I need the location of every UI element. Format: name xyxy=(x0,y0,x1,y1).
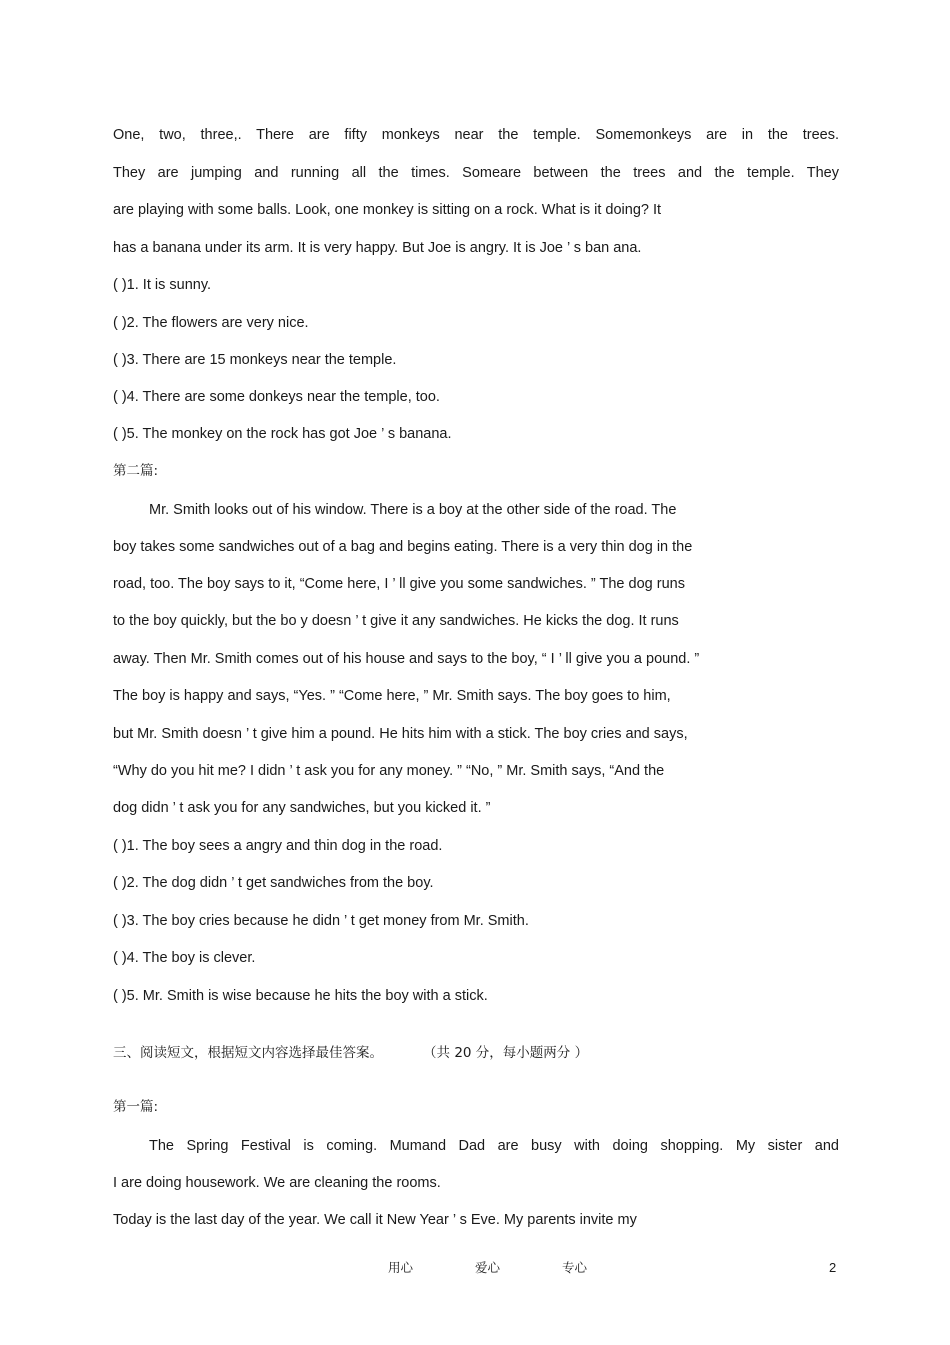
footer-word-1: 用心 xyxy=(388,1260,414,1275)
section3-heading: 三、阅读短文，根据短文内容选择最佳答案。 xyxy=(113,1045,383,1061)
passage2-question-2: ( )2. The dog didn ’ t get sandwiches from the boy. xyxy=(113,875,434,891)
passage1-question-1: ( )1. It is sunny. xyxy=(113,277,212,293)
passage2-line-6: The boy is happy and says, “Yes. ” “Come here, ” Mr. Smith says. The boy goes to him, xyxy=(113,688,671,704)
passage1-question-3: ( )3. There are 15 monkeys near the temple. xyxy=(113,352,397,368)
passage1-line-4: has a banana under its arm. It is very happy. But Joe is angry. It is Joe ’ s ban ana. xyxy=(113,240,642,256)
passage2-line-7: but Mr. Smith doesn ’ t give him a pound. He hits him with a stick. The boy cries and says, xyxy=(113,726,688,742)
passage2-line-5: away. Then Mr. Smith comes out of his house and says to the boy, “ I ’ ll give you a pound. ” xyxy=(113,651,700,667)
passage2-line-4: to the boy quickly, but the bo y doesn ’ t give it any sandwiches. He kicks the dog. It runs xyxy=(113,613,679,629)
passage2-question-1: ( )1. The boy sees a angry and thin dog in the road. xyxy=(113,838,443,854)
passage2-line-9: dog didn ’ t ask you for any sandwiches, but you kicked it. ” xyxy=(113,800,491,816)
section3-line-2: I are doing housework. We are cleaning the rooms. xyxy=(113,1175,441,1191)
section3-line-3: Today is the last day of the year. We call it New Year ’ s Eve. My parents invite my xyxy=(113,1212,637,1228)
section3-note: （共 20 分，每小题两分 ） xyxy=(423,1045,589,1061)
passage2-line-8: “Why do you hit me? I didn ’ t ask you for any money. ” “No, ” Mr. Smith says, “And the xyxy=(113,763,665,779)
passage2-question-3: ( )3. The boy cries because he didn ’ t get money from Mr. Smith. xyxy=(113,913,529,929)
passage2-line-3: road, too. The boy says to it, “Come here, I ’ ll give you some sandwiches. ” The dog runs xyxy=(113,576,685,592)
section3-line-1: The Spring Festival is coming. Mumand Dad are busy with doing shopping. My sister and xyxy=(149,1138,839,1154)
passage2-line-1: Mr. Smith looks out of his window. There is a boy at the other side of the road. The xyxy=(149,502,677,518)
passage1-question-4: ( )4. There are some donkeys near the temple, too. xyxy=(113,389,440,405)
section3-subheading: 第一篇: xyxy=(113,1099,159,1115)
footer-motto xyxy=(388,1258,617,1276)
page-number: 2 xyxy=(829,1260,837,1275)
passage2-question-5: ( )5. Mr. Smith is wise because he hits the boy with a stick. xyxy=(113,988,488,1004)
passage1-question-2: ( )2. The flowers are very nice. xyxy=(113,315,309,331)
section-heading-2: 第二篇: xyxy=(113,463,159,479)
passage2-line-2: boy takes some sandwiches out of a bag and begins eating. There is a very thin dog in the xyxy=(113,539,693,555)
footer-word-3: 专心 xyxy=(562,1260,588,1275)
passage1-line-1: One, two, three,. There are fifty monkeys near the temple. Somemonkeys are in the trees. xyxy=(113,127,839,143)
passage2-question-4: ( )4. The boy is clever. xyxy=(113,950,256,966)
passage1-line-3: are playing with some balls. Look, one monkey is sitting on a rock. What is it doing? It xyxy=(113,202,662,218)
footer-word-2: 爱心 xyxy=(475,1260,501,1275)
passage1-line-2: They are jumping and running all the times. Someare between the trees and the temple. They xyxy=(113,165,839,181)
section3-heading-row xyxy=(113,1043,839,1063)
passage1-question-5: ( )5. The monkey on the rock has got Joe ’ s banana. xyxy=(113,426,452,442)
